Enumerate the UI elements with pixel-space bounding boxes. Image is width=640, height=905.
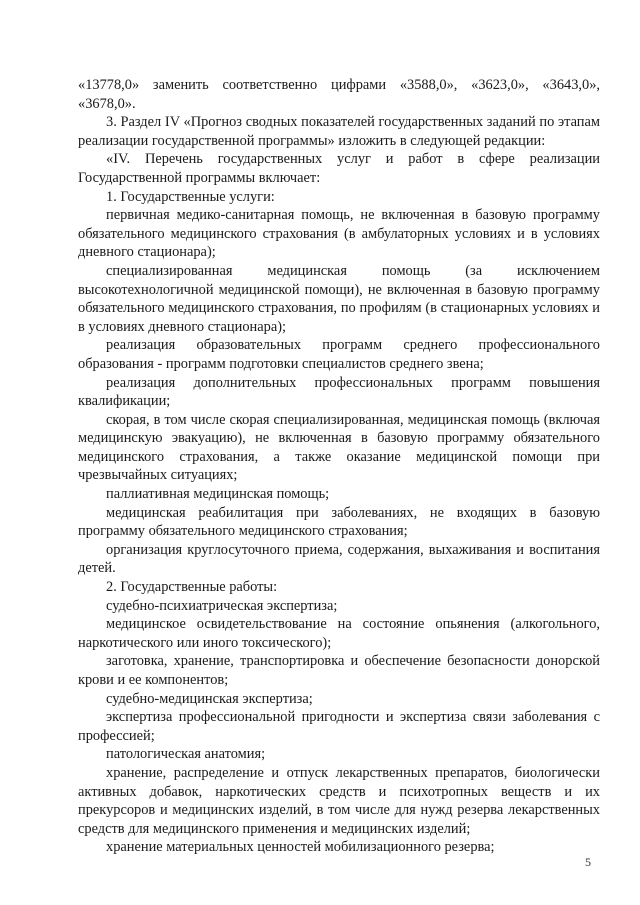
page-number: 5	[585, 855, 591, 869]
list-item-specialized-care: специализированная медицинская помощь (за исключением высокотехнологичной медицинской помощи), не включенная в базовую программу обязательного медицинского страхования, по профилям (в стационарных условиях и в условиях дневного стационара);	[78, 262, 600, 335]
list-item-intoxication-exam: медицинское освидетельствование на состояние опьянения (алкогольного, наркотического или иного токсического);	[78, 616, 600, 651]
document-page	[78, 76, 600, 857]
list-item-rehabilitation: медицинская реабилитация при заболеваниях, не входящих в базовую программу обязательного медицинского страхования;	[78, 504, 600, 540]
list-item-drug-storage: хранение, распределение и отпуск лекарственных препаратов, биологически активных добавок, наркотических средств и психотропных веществ и их прекурсоров и медицинских изделий, в том числе для нужд резерва лекарственных средств для медицинского применения и медицинских изделий;	[78, 764, 600, 837]
list-item-forensic-medicine: судебно-медицинская экспертиза;	[106, 690, 313, 707]
heading-state-works: 2. Государственные работы:	[106, 579, 278, 596]
list-item-forensic-psychiatry: судебно-психиатрическая экспертиза;	[106, 597, 338, 614]
list-item-pathology: патологическая анатомия;	[106, 746, 266, 763]
list-item-occupational-exam: экспертиза профессиональной пригодности и экспертиза связи заболевания с профессией;	[78, 709, 600, 744]
list-item-childcare: организация круглосуточного приема, содержания, выхаживания и воспитания детей.	[78, 541, 600, 577]
paragraph-section-iv-heading: «IV. Перечень государственных услуг и работ в сфере реализации Государственной программы включает:	[78, 151, 600, 186]
list-item-donor-blood: заготовка, хранение, транспортировка и обеспечение безопасности донорской крови и ее компонентов;	[78, 653, 600, 688]
heading-state-services: 1. Государственные услуги:	[106, 188, 275, 205]
list-item-primary-care: первичная медико-санитарная помощь, не включенная в базовую программу обязательного медицинского страхования (в амбулаторных условиях и в условиях дневного стационара);	[78, 207, 600, 261]
list-item-mobilization-reserve: хранение материальных ценностей мобилизационного резерва;	[106, 839, 495, 856]
list-item-palliative-care: паллиативная медицинская помощь;	[106, 486, 330, 503]
paragraph-section-iv-amendment: 3. Раздел IV «Прогноз сводных показателей государственных заданий по этапам реализации государственной программы» изложить в следующей редакции:	[78, 114, 600, 149]
list-item-secondary-education: реализация образовательных программ среднего профессионального образования - программ подготовки специалистов среднего звена;	[78, 337, 600, 372]
list-item-emergency-care: скорая, в том числе скорая специализированная, медицинская помощь (включая медицинскую эвакуацию), не включенная в базовую программу обязательного медицинского страхования, а также оказание медицинской помощи при чрезвычайных ситуациях;	[78, 411, 600, 484]
list-item-additional-education: реализация дополнительных профессиональных программ повышения квалификации;	[78, 374, 600, 410]
paragraph-amendment-figures: «13778,0» заменить соответственно цифрами «3588,0», «3623,0», «3643,0», «3678,0».	[78, 77, 600, 112]
